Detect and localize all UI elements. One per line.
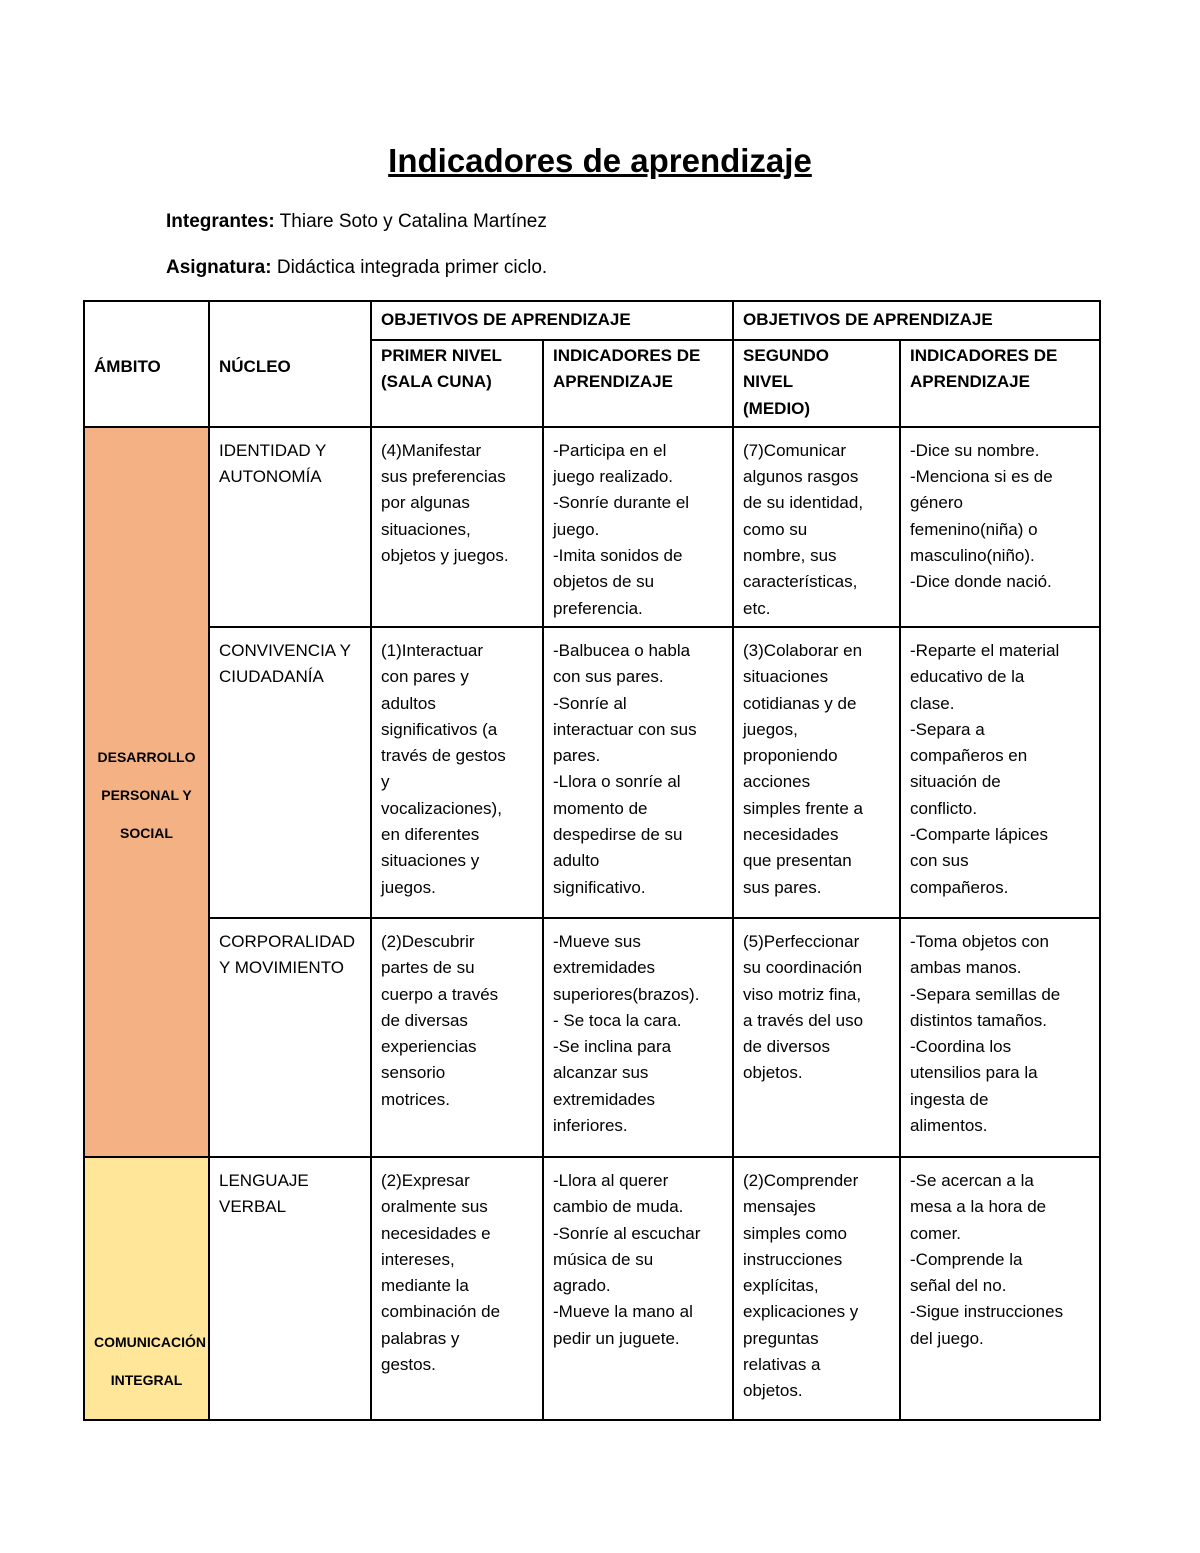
- asignatura-label: Asignatura:: [166, 257, 272, 278]
- primer-nivel-cell: (2)Expresar oralmente sus necesidades e intereses, mediante la combinación de palabras y gestos.: [371, 1157, 543, 1420]
- primer-nivel-cell: (2)Descubrir partes de su cuerpo a través de diversas experiencias sensorio motrices.: [371, 918, 543, 1157]
- indicadores-2-cell: -Reparte el material educativo de la clase. -Separa a compañeros en situación de conflicto. -Comparte lápices con sus compañeros.: [900, 627, 1100, 918]
- table-row: [84, 427, 1100, 627]
- indicadores-1-cell: -Participa en el juego realizado. -Sonríe durante el juego. -Imita sonidos de objetos de su preferencia.: [543, 427, 733, 627]
- page-title: Indicadores de aprendizaje: [388, 142, 812, 179]
- header-primer-nivel: PRIMER NIVEL (SALA CUNA): [371, 340, 543, 427]
- asignatura-line: [166, 257, 547, 279]
- table-row: [84, 1157, 1100, 1420]
- asignatura-value: Didáctica integrada primer ciclo.: [271, 257, 548, 278]
- nucleo-cell: LENGUAJE VERBAL: [209, 1157, 371, 1420]
- indicadores-1-cell: -Llora al querer cambio de muda. -Sonríe al escuchar música de su agrado. -Mueve la mano al pedir un juguete.: [543, 1157, 733, 1420]
- indicadores-1-cell: -Balbucea o habla con sus pares. -Sonríe al interactuar con sus pares. -Llora o sonríe al momento de despedirse de su adulto significativo.: [543, 627, 733, 918]
- indicadores-2-cell: -Se acercan a la mesa a la hora de comer. -Comprende la señal del no. -Sigue instrucciones del juego.: [900, 1157, 1100, 1420]
- header-nucleo: NÚCLEO: [209, 301, 371, 427]
- header-objetivos-1: OBJETIVOS DE APRENDIZAJE: [371, 301, 733, 340]
- nucleo-cell: CORPORALIDAD Y MOVIMIENTO: [209, 918, 371, 1157]
- integrantes-value: Thiare Soto y Catalina Martínez: [274, 211, 547, 232]
- table-row: [84, 918, 1100, 1157]
- ambito-comunicacion: COMUNICACIÓN INTEGRAL: [84, 1157, 209, 1420]
- header-ambito: ÁMBITO: [84, 301, 209, 427]
- ambito-desarrollo: DESARROLLO PERSONAL Y SOCIAL: [84, 427, 209, 1157]
- header-objetivos-2: OBJETIVOS DE APRENDIZAJE: [733, 301, 1100, 340]
- indicadores-1-cell: -Mueve sus extremidades superiores(brazos). - Se toca la cara. -Se inclina para alcanzar sus extremidades inferiores.: [543, 918, 733, 1157]
- integrantes-label: Integrantes:: [166, 211, 275, 232]
- table-row: [84, 627, 1100, 918]
- header-indicadores-2: INDICADORES DE APRENDIZAJE: [900, 340, 1100, 427]
- segundo-nivel-cell: (7)Comunicar algunos rasgos de su identidad, como su nombre, sus características, etc.: [733, 427, 900, 627]
- nucleo-cell: IDENTIDAD Y AUTONOMÍA: [209, 427, 371, 627]
- header-indicadores-1: INDICADORES DE APRENDIZAJE: [543, 340, 733, 427]
- indicadores-2-cell: -Toma objetos con ambas manos. -Separa semillas de distintos tamaños. -Coordina los utensilios para la ingesta de alimentos.: [900, 918, 1100, 1157]
- integrantes-line: [166, 211, 547, 233]
- segundo-nivel-cell: (3)Colaborar en situaciones cotidianas y de juegos, proponiendo acciones simples frente a necesidades que presentan sus pares.: [733, 627, 900, 918]
- primer-nivel-cell: (1)Interactuar con pares y adultos significativos (a través de gestos y vocalizaciones), en diferentes situaciones y juegos.: [371, 627, 543, 918]
- indicadores-2-cell: -Dice su nombre. -Menciona si es de género femenino(niña) o masculino(niño). -Dice donde nació.: [900, 427, 1100, 627]
- segundo-nivel-cell: (2)Comprender mensajes simples como instrucciones explícitas, explicaciones y preguntas relativas a objetos.: [733, 1157, 900, 1420]
- nucleo-cell: CONVIVENCIA Y CIUDADANÍA: [209, 627, 371, 918]
- header-segundo-nivel: SEGUNDO NIVEL (MEDIO): [733, 340, 900, 427]
- indicadores-table: [83, 300, 1101, 1421]
- segundo-nivel-cell: (5)Perfeccionar su coordinación viso motriz fina, a través del uso de diversos objetos.: [733, 918, 900, 1157]
- primer-nivel-cell: (4)Manifestar sus preferencias por algunas situaciones, objetos y juegos.: [371, 427, 543, 627]
